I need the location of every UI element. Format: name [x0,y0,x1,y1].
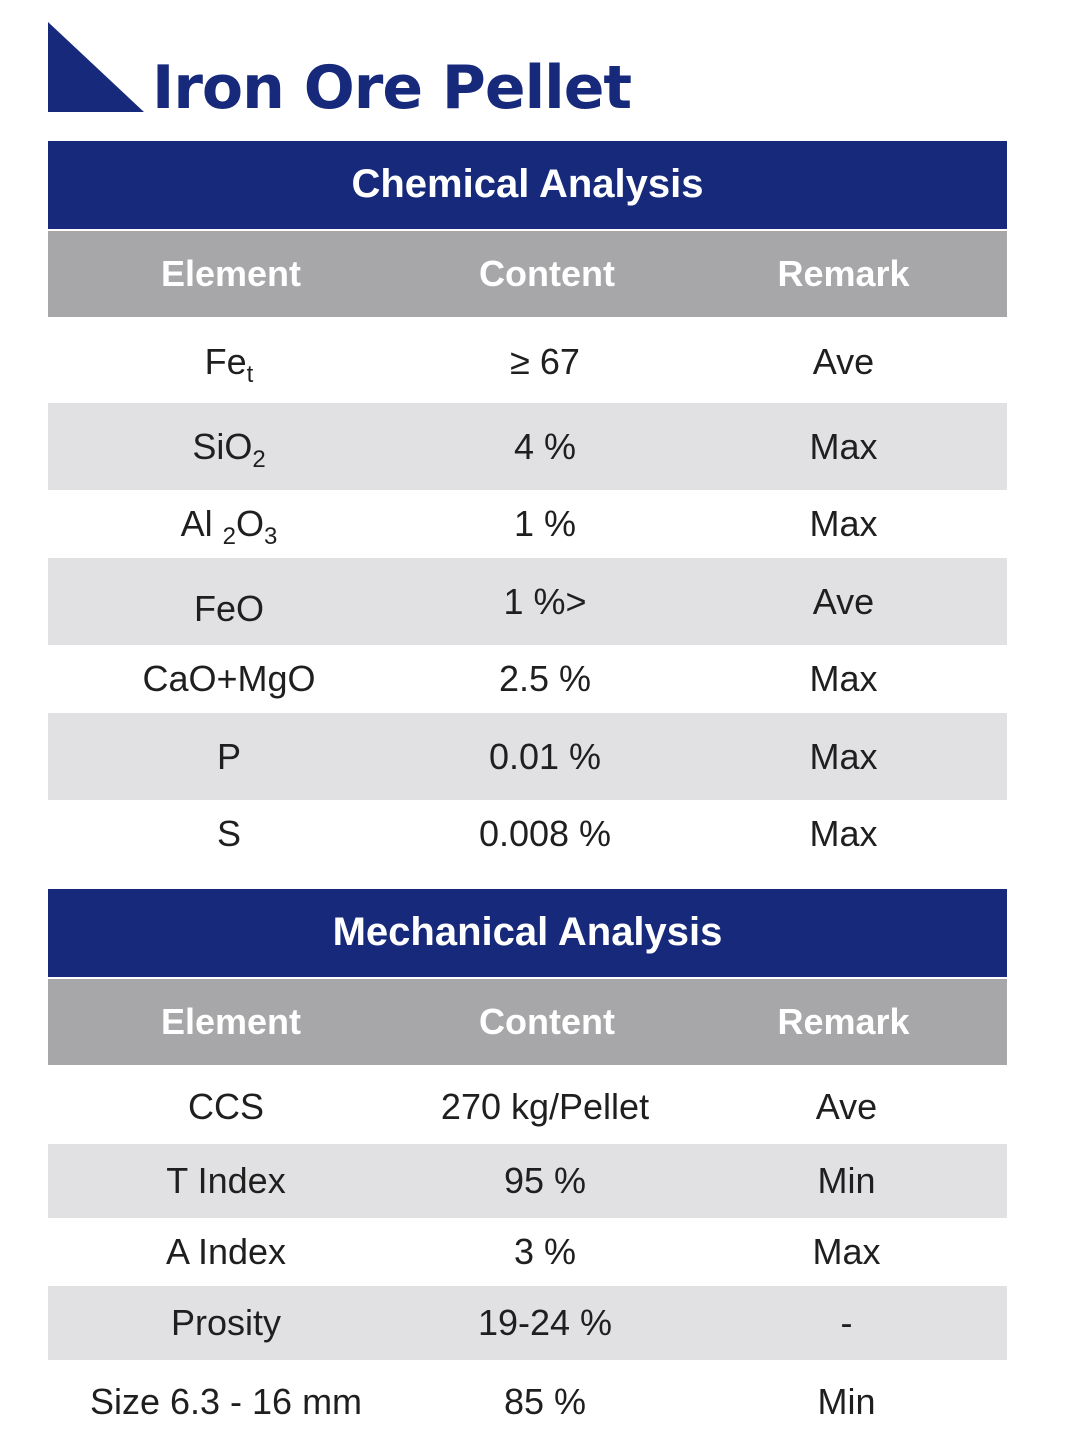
remark-cell: Max [809,658,878,699]
chemical-analysis-table [48,141,1007,868]
element-cell: FeO [193,587,264,629]
content-cell: 4 % [513,425,577,467]
content-cell: 85 % [503,1381,587,1422]
chemical-column-headers [48,231,1007,317]
column-header-remark: Remark [777,253,910,294]
content-cell: ≥ 67 [510,341,580,382]
table-row [48,1286,1007,1360]
chemical-analysis-heading: Chemical Analysis [48,141,1007,229]
remark-cell: Min [817,1160,876,1201]
element-cell: Al $_2O_3$ [180,503,278,550]
element-cell: SiO$_2$ [192,425,266,473]
element-cell: $Fe_t$ [204,341,254,388]
column-header-content: Content [479,253,615,294]
table-row [48,317,1007,403]
element-cell: T Index [166,1160,286,1201]
column-header-element: Element [160,1001,302,1042]
table-row [48,490,1007,558]
remark-cell: - [840,1302,853,1343]
remark-cell: Max [809,813,878,854]
remark-cell: Ave [812,580,875,622]
remark-cell: Max [812,1231,881,1272]
mechanical-column-headers [48,979,1007,1065]
element-cell: P [216,735,241,777]
remark-cell: Ave [812,341,875,382]
content-cell: 19-24 % [477,1302,613,1343]
content-cell: 95 % [503,1160,587,1201]
table-row [48,713,1007,800]
element-cell: CCS [187,1085,264,1127]
column-header-element: Element [160,253,302,294]
content-cell: 0.01 % [488,735,602,777]
remark-cell: Max [809,425,878,467]
table-row [48,1144,1007,1218]
column-header-content: Content [479,1001,615,1042]
mechanical-analysis-heading: Mechanical Analysis [48,889,1007,977]
content-cell: 270 kg/Pellet [440,1085,650,1127]
table-row [48,645,1007,713]
element-cell: S [216,813,241,854]
content-cell: 2.5 % [498,658,592,699]
table-row [48,1065,1007,1144]
content-cell: 1 %> [503,580,587,622]
table-row [48,403,1007,490]
content-cell: 3 % [513,1231,577,1272]
element-cell: Size 6.3 - 16 mm [89,1381,363,1422]
column-header-remark: Remark [777,1001,910,1042]
table-row [48,1360,1007,1444]
logo-triangle-icon [48,22,144,112]
element-cell: Prosity [170,1302,282,1343]
element-cell: CaO+MgO [142,658,316,699]
table-row [48,558,1007,645]
remark-cell: Max [809,503,878,544]
content-cell: 1 % [513,503,577,544]
table-row [48,800,1007,868]
mechanical-analysis-table [48,889,1007,1444]
remark-cell: Max [809,735,878,777]
page-title: Iron Ore Pellet [152,53,632,123]
element-cell: A Index [165,1231,287,1272]
remark-cell: Min [817,1381,876,1422]
remark-cell: Ave [815,1085,878,1127]
table-row [48,1218,1007,1286]
content-cell: 0.008 % [478,813,612,854]
